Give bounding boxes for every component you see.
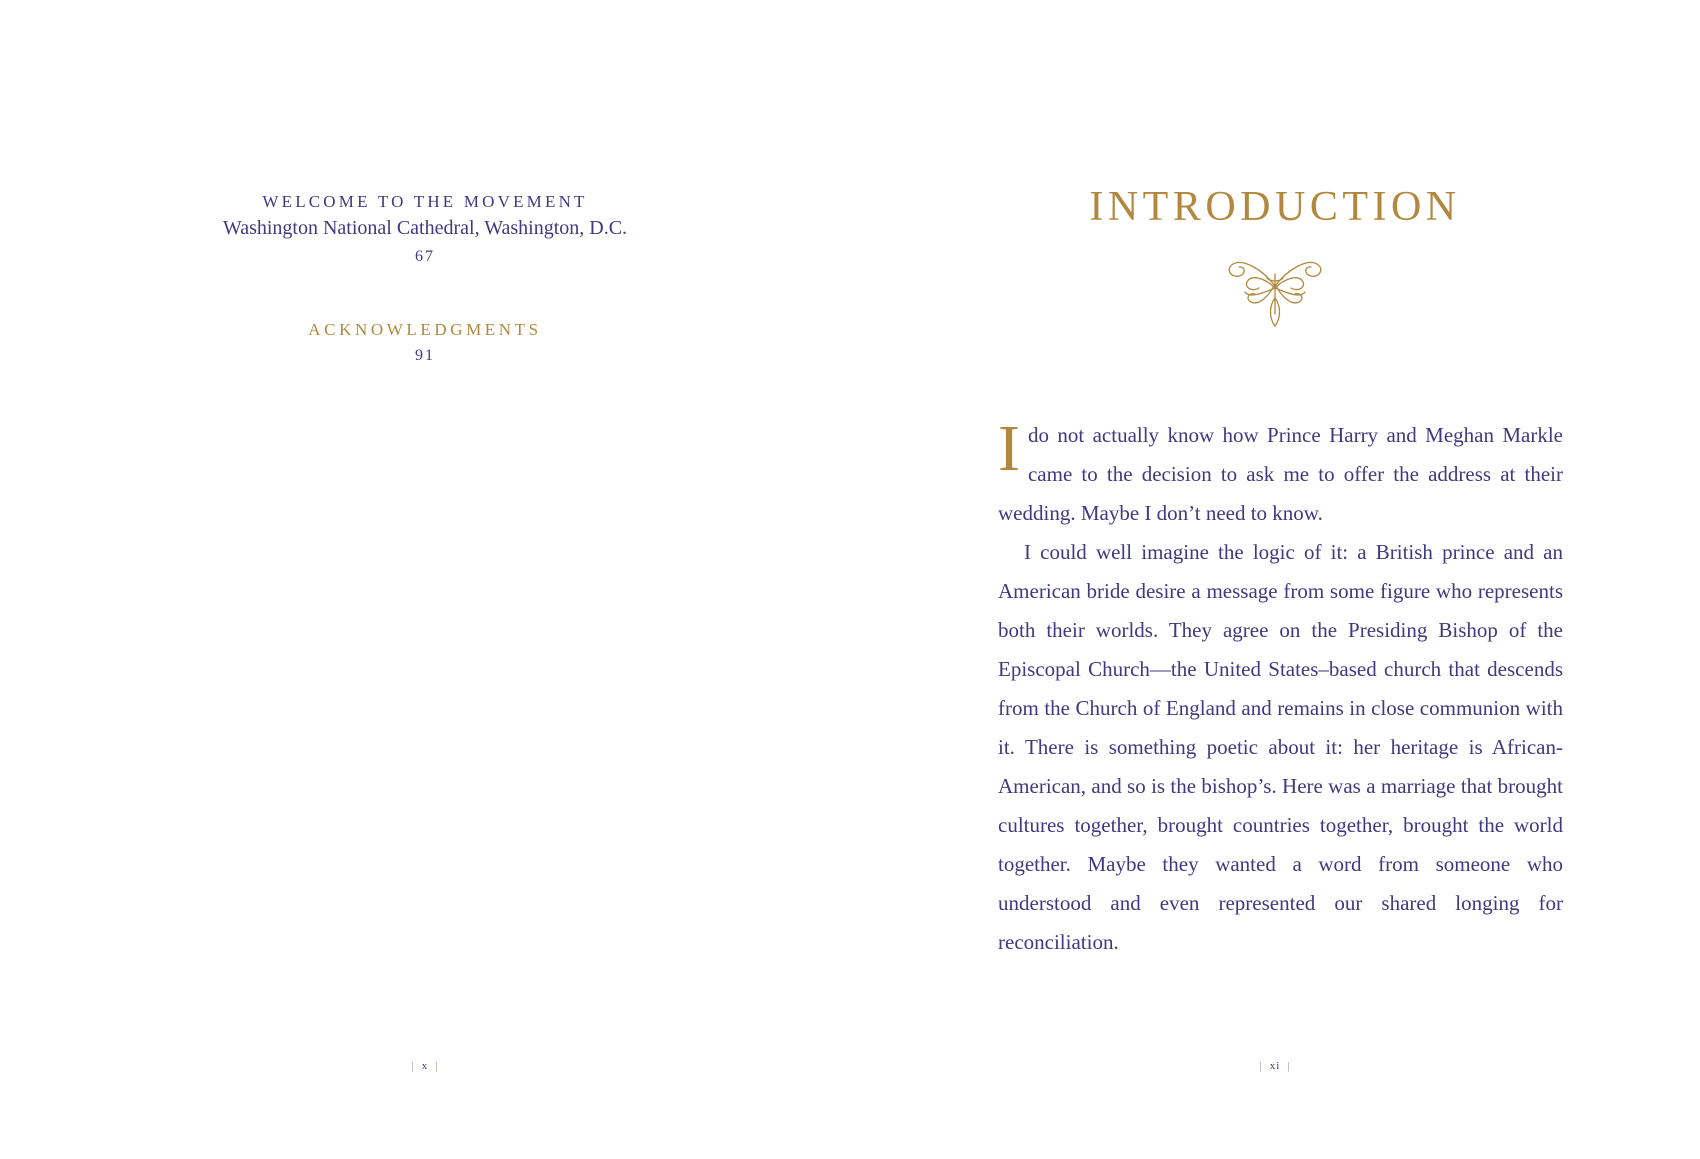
toc-page-number: 91: [415, 347, 435, 364]
paragraph-2: I could well imagine the logic of it: a British prince and an American bride desire a message from some figure who represents both their worlds. They agree on the Presiding Bishop of the Episcopal Church—the United States–based church that descends from the Church of England and remains in close communion with it. There is something poetic about it: her heritage is African-American, and so is the bishop’s. Here was a marriage that brought cultures together, brought countries together, brought the world together. Maybe they wanted a word from someone who understood and even represented our shared longing for reconciliation.: [998, 540, 1563, 954]
paragraph-text: do not actually know how Prince Harry and Meghan Markle came to the decision to ask me to offer the address at their wedding. Maybe I don’t need to know.: [998, 423, 1563, 525]
toc-entry-welcome: [0, 190, 850, 271]
introduction-body: [998, 412, 1563, 962]
chapter-title: INTRODUCTION: [1089, 184, 1461, 230]
folio-text: x: [421, 1060, 429, 1072]
toc-page-number: 67: [415, 248, 435, 265]
page-number-left: | x |: [411, 1060, 439, 1072]
toc-heading: WELCOME TO THE MOVEMENT: [262, 192, 588, 211]
right-page: [850, 0, 1700, 1159]
flourish-ornament-icon: [1225, 248, 1325, 330]
page-number-right: | xi |: [1259, 1060, 1291, 1072]
toc-subtitle: Washington National Cathedral, Washington, D.C.: [222, 217, 628, 239]
toc-entry-acknowledgments: [0, 318, 850, 370]
drop-cap: I: [998, 412, 1020, 485]
folio-text: xi: [1269, 1060, 1281, 1072]
paragraph-1: [998, 412, 1563, 533]
toc-heading: ACKNOWLEDGMENTS: [308, 320, 542, 339]
